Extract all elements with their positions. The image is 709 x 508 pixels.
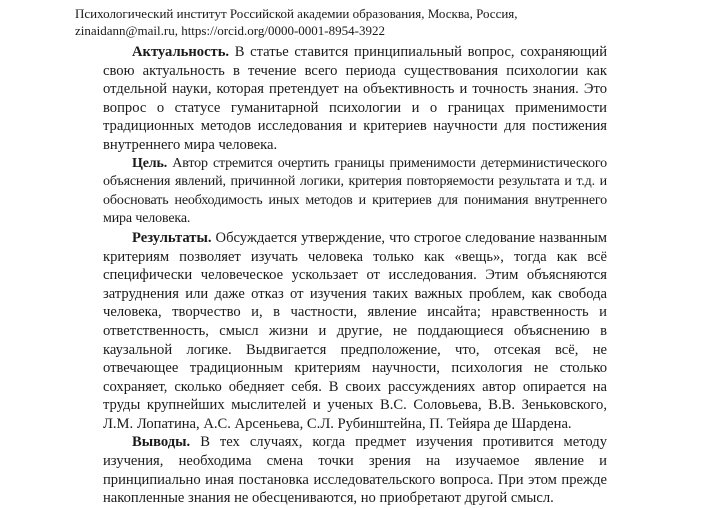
affiliation-institute: Психологический институт Российской академии образования, Москва, Россия,	[75, 6, 518, 21]
relevance-label: Актуальность.	[132, 44, 230, 60]
affiliation-contacts: zinaidann@mail.ru, https://orcid.org/0000-0001-8954-3922	[75, 23, 385, 38]
author-affiliation	[75, 5, 635, 39]
results-text: Обсуждается утверждение, что строгое следование названным критериям позволяет изучать человека только как «вещь», тогда как всё специфически человеческое ускользает от исследования. Этим объясняются затруднения или даже отказ от изучения таких важных проблем, как свобода человека, творчество и, в частности, явление инсайта; нравственность и ответственность, смысл жизни и другие, не поддающиеся объяснению в каузальной логике. Выдвигается предположение, что, отсекая всё, не отвечающее традиционным критериям научности, психология не столько сохраняет, сколько обедняет себя. В своих рассуждениях автор опирается на труды крупнейших мыслителей и ученых В.С. Соловьева, В.В. Зеньковского, Л.М. Лопатина, А.С. Арсеньева, С.Л. Рубинштейна, П. Тейяра де Шардена.	[103, 229, 607, 432]
abstract-results	[103, 229, 607, 434]
conclusions-text: В тех случаях, когда предмет изучения противится методу изучения, необходима смена точки зрения на изучаемое явление и принципиально иная постановка исследовательского вопроса. При этом прежде накопленные знания не обесцениваются, но приобретают другой смысл.	[103, 434, 607, 507]
conclusions-label: Выводы.	[132, 434, 191, 451]
abstract-conclusions	[103, 433, 607, 507]
abstract	[103, 43, 607, 508]
abstract-relevance	[103, 43, 607, 155]
abstract-goal	[103, 155, 607, 229]
relevance-text: В статье ставится принципиальный вопрос, сохраняющий свою актуальность в течение всего периода существования психологии как отдельной науки, которая претендует на объективность и точность знания. Это вопрос о статусе гуманитарной психологии и о границах применимости традиционных методов исследования и критериев научности для постижения внутреннего мира человека.	[103, 44, 607, 153]
goal-label: Цель.	[132, 155, 168, 171]
results-label: Результаты.	[132, 229, 212, 246]
goal-text: Автор стремится очертить границы применимости детерминистического объяснения явлений, причинной логики, критерия повторяемости результата и т.д. и обосновать необходимость иных методов и критериев для понимания внутреннего мира человека.	[103, 155, 607, 227]
